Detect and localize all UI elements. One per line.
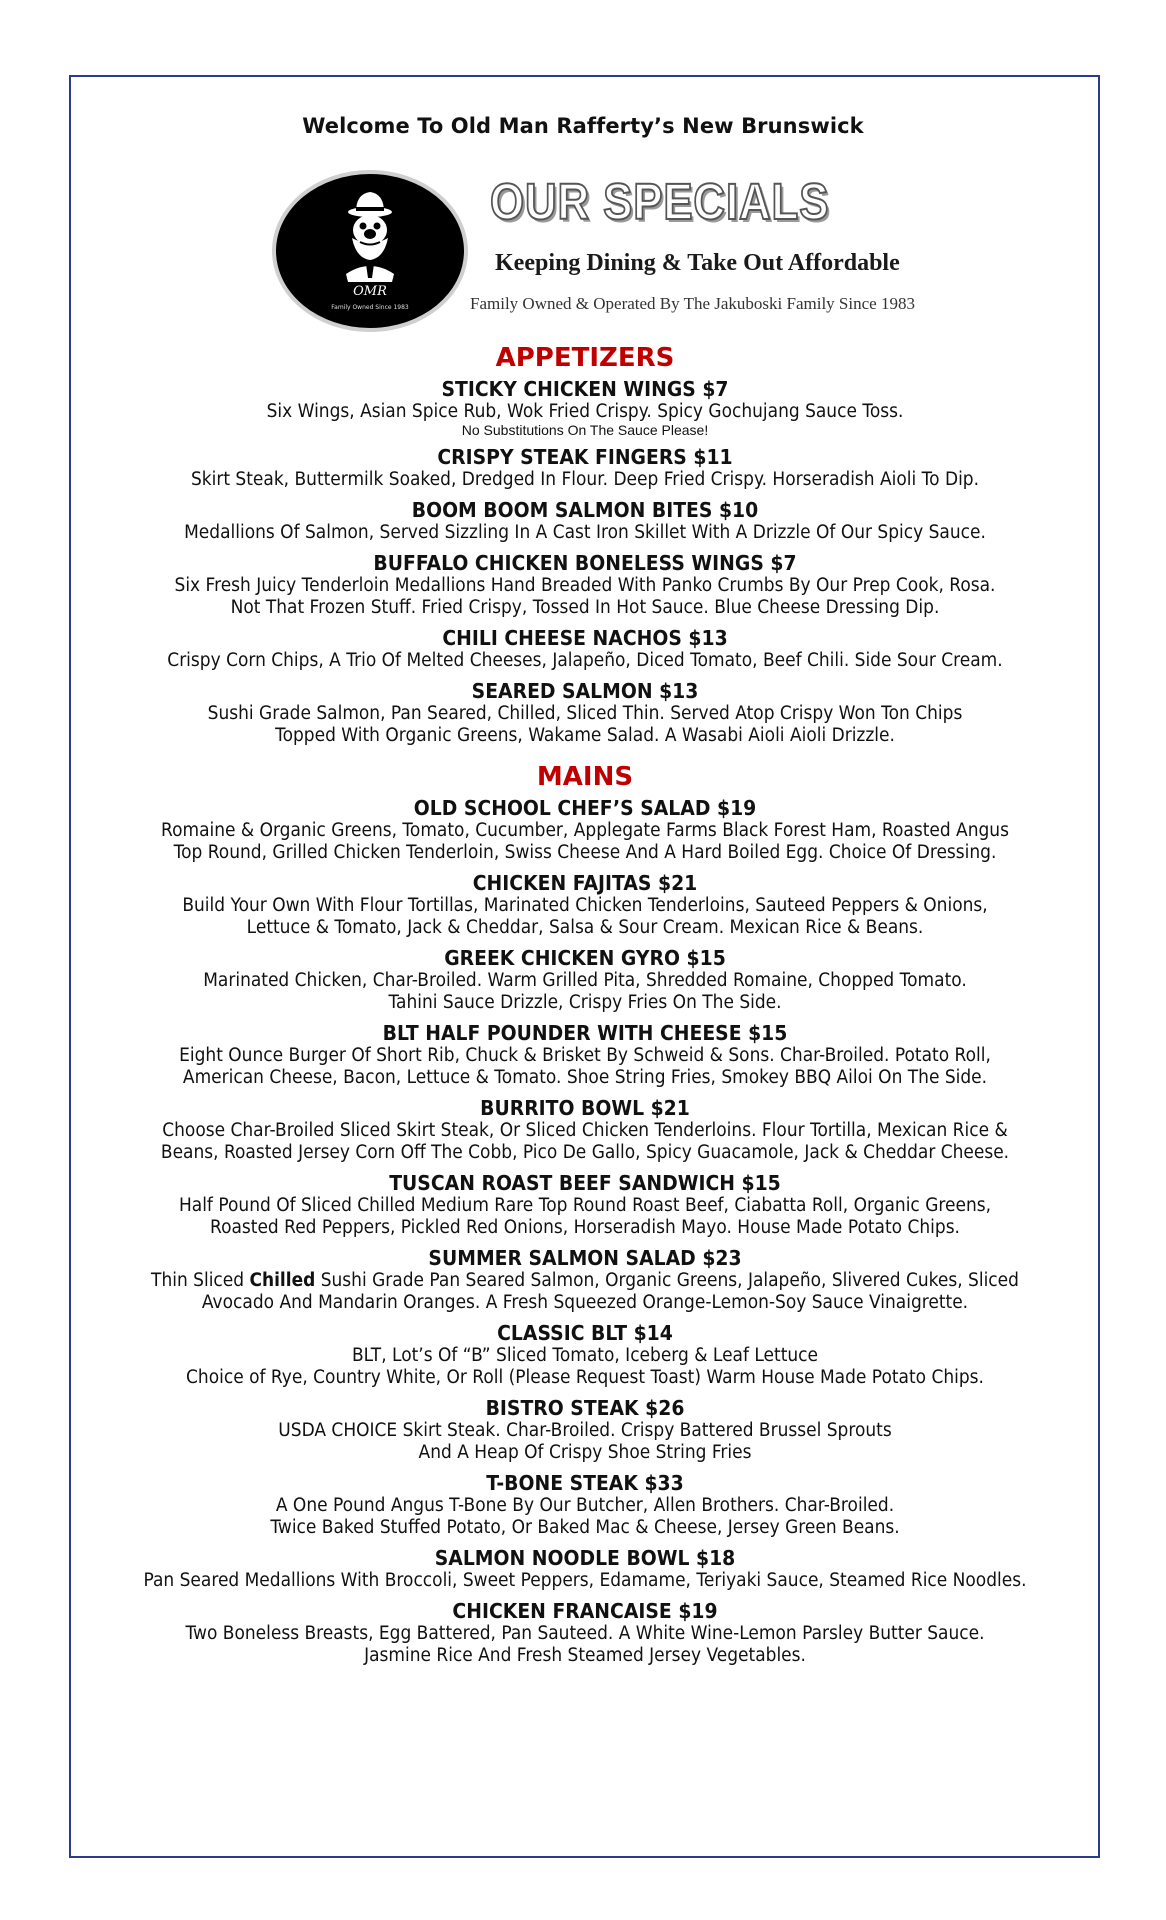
menu-item-name: CHILI CHEESE NACHOS $13 <box>442 626 728 650</box>
menu-item-name: CRISPY STEAK FINGERS $11 <box>437 445 733 469</box>
menu-item-description: Two Boneless Breasts, Egg Battered, Pan Sauteed. A White Wine-Lemon Parsley Butter Sauce. Jasmine Rice And Fresh Steamed Jersey Vegetables. <box>185 1623 985 1666</box>
menu-item <box>70 1397 1100 1464</box>
logo-monogram: OMR <box>353 284 387 299</box>
menu-item-name: BISTRO STEAK $26 <box>485 1396 685 1420</box>
menu-item-name: CLASSIC BLT $14 <box>497 1321 673 1345</box>
menu-item-note: No Substitutions On The Sauce Please! <box>461 422 709 438</box>
menu-item-description: Half Pound Of Sliced Chilled Medium Rare Top Round Roast Beef, Ciabatta Roll, Organic Greens, Roasted Red Peppers, Pickled Red Onions, Horseradish Mayo. House Made Potato Chips. <box>178 1195 992 1238</box>
tagline: Keeping Dining & Take Out Affordable <box>495 250 900 276</box>
menu-item-description: Eight Ounce Burger Of Short Rib, Chuck & Brisket By Schweid & Sons. Char-Broiled. Potato Roll, American Cheese, Bacon, Lettuce & Tomato. Shoe String Fries, Smokey BBQ Ailoi On The Side. <box>179 1045 991 1088</box>
menu-item-description: BLT, Lot’s Of “B” Sliced Tomato, Iceberg & Leaf Lettuce Choice of Rye, Country White, Or Roll (Please Request Toast) Warm House Made Potato Chips. <box>186 1345 984 1388</box>
menu-item-description: Medallions Of Salmon, Served Sizzling In A Cast Iron Skillet With A Drizzle Of Our Spicy Sauce. <box>184 522 986 543</box>
menu-item <box>70 552 1100 619</box>
menu-item-description: Romaine & Organic Greens, Tomato, Cucumber, Applegate Farms Black Forest Ham, Roasted Angus Top Round, Grilled Chicken Tenderloin, Swiss Cheese And A Hard Boiled Egg. Choice Of Dressing. <box>161 820 1009 863</box>
menu-item-name: BUFFALO CHICKEN BONELESS WINGS $7 <box>373 551 797 575</box>
menu-item-description: Marinated Chicken, Char-Broiled. Warm Grilled Pita, Shredded Romaine, Chopped Tomato. Tahini Sauce Drizzle, Crispy Fries On The Side. <box>203 970 967 1013</box>
menu-item-description: A One Pound Angus T-Bone By Our Butcher, Allen Brothers. Char-Broiled. Twice Baked Stuffed Potato, Or Baked Mac & Cheese, Jersey Green Beans. <box>270 1495 900 1538</box>
menu-item-description: Pan Seared Medallions With Broccoli, Sweet Peppers, Edamame, Teriyaki Sauce, Steamed Rice Noodles. <box>143 1570 1027 1591</box>
menu-item-name: BOOM BOOM SALMON BITES $10 <box>411 498 759 522</box>
menu-item <box>70 872 1100 939</box>
menu-item <box>70 1322 1100 1389</box>
menu-item <box>70 1472 1100 1539</box>
menu-item-description: Sushi Grade Salmon, Pan Seared, Chilled, Sliced Thin. Served Atop Crispy Won Ton Chips Topped With Organic Greens, Wakame Salad. A Wasabi Aioli Aioli Drizzle. <box>207 703 963 746</box>
menu-item <box>70 1600 1100 1667</box>
menu-item-description <box>111 1270 1059 1314</box>
menu-item <box>70 378 1100 438</box>
menu-item-name: GREEK CHICKEN GYRO $15 <box>444 946 726 970</box>
menu-item-name: STICKY CHICKEN WINGS $7 <box>441 377 729 401</box>
omr-logo-icon <box>272 170 468 332</box>
menu-content <box>70 338 1100 1675</box>
family-owned-line: Family Owned & Operated By The Jakuboski Family Since 1983 <box>470 294 915 313</box>
menu-item-name: SEARED SALMON $13 <box>471 679 699 703</box>
menu-item <box>70 627 1100 672</box>
logo-tagline: Family Owned Since 1983 <box>331 304 409 311</box>
menu-item <box>70 1097 1100 1164</box>
welcome-heading: Welcome To Old Man Rafferty’s New Brunswick <box>302 114 864 138</box>
menu-item <box>70 1022 1100 1089</box>
menu-item <box>70 499 1100 544</box>
menu-item-name: CHICKEN FAJITAS $21 <box>472 871 698 895</box>
menu-item <box>70 446 1100 491</box>
menu-item <box>70 680 1100 747</box>
menu-item <box>70 947 1100 1014</box>
menu-item-name: CHICKEN FRANCAISE $19 <box>452 1599 718 1623</box>
menu-item-name: OLD SCHOOL CHEF’S SALAD $19 <box>413 796 757 820</box>
menu-item-description: Build Your Own With Flour Tortillas, Marinated Chicken Tenderloins, Sauteed Peppers & Onions, Lettuce & Tomato, Jack & Cheddar, Salsa & Sour Cream. Mexican Rice & Beans. <box>182 895 988 938</box>
appetizers-heading: APPETIZERS <box>495 343 675 373</box>
menu-item-name: BLT HALF POUNDER WITH CHEESE $15 <box>382 1021 788 1045</box>
description-text: Thin Sliced <box>151 1270 250 1291</box>
description-emphasis: Chilled <box>249 1270 316 1291</box>
menu-item-name: BURRITO BOWL $21 <box>480 1096 690 1120</box>
menu-item-name: SUMMER SALMON SALAD $23 <box>428 1246 742 1270</box>
menu-item <box>70 1547 1100 1592</box>
menu-item <box>70 797 1100 864</box>
description-text: Sushi Grade Pan Seared Salmon, Organic Greens, Jalapeño, Slivered Cukes, Sliced Avocado And Mandarin Oranges. A Fresh Squeezed Orange-Lemon-Soy Sauce Vinaigrette. <box>201 1270 1019 1313</box>
menu-item-description: USDA CHOICE Skirt Steak. Char-Broiled. Crispy Battered Brussel Sprouts And A Heap Of Crispy Shoe String Fries <box>278 1420 892 1463</box>
menu-item-name: T-BONE STEAK $33 <box>486 1471 684 1495</box>
menu-item <box>70 1247 1100 1314</box>
menu-item-description: Choose Char-Broiled Sliced Skirt Steak, Or Sliced Chicken Tenderloins. Flour Tortilla, Mexican Rice & Beans, Roasted Jersey Corn Off The Cobb, Pico De Gallo, Spicy Guacamole, Jack & Cheddar Cheese. <box>160 1120 1010 1163</box>
menu-item-name: SALMON NOODLE BOWL $18 <box>434 1546 736 1570</box>
mains-heading: MAINS <box>536 762 634 792</box>
menu-item-description: Six Fresh Juicy Tenderloin Medallions Hand Breaded With Panko Crumbs By Our Prep Cook, Rosa. Not That Frozen Stuff. Fried Crispy, Tossed In Hot Sauce. Blue Cheese Dressing Dip. <box>174 575 996 618</box>
menu-item-description: Crispy Corn Chips, A Trio Of Melted Cheeses, Jalapeño, Diced Tomato, Beef Chili. Side Sour Cream. <box>167 650 1003 671</box>
menu-item <box>70 1172 1100 1239</box>
menu-item-name: TUSCAN ROAST BEEF SANDWICH $15 <box>389 1171 781 1195</box>
menu-item-description: Skirt Steak, Buttermilk Soaked, Dredged In Flour. Deep Fried Crispy. Horseradish Aioli To Dip. <box>190 469 980 490</box>
our-specials-title: OUR SPECIALS <box>490 173 830 230</box>
menu-item-description: Six Wings, Asian Spice Rub, Wok Fried Crispy. Spicy Gochujang Sauce Toss. <box>266 401 904 422</box>
